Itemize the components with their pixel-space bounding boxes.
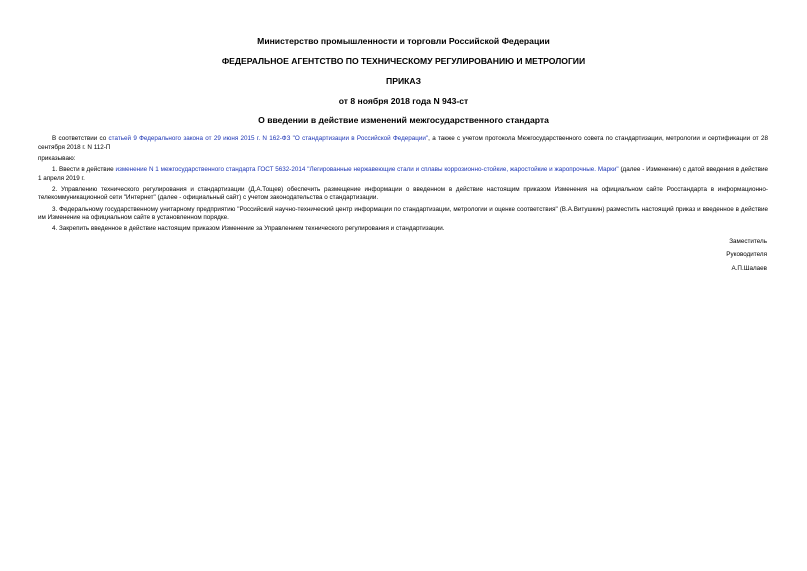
agency-title: ФЕДЕРАЛЬНОЕ АГЕНТСТВО ПО ТЕХНИЧЕСКОМУ РЕГУЛИРОВАНИЮ И МЕТРОЛОГИИ xyxy=(221,56,586,66)
standard-amendment-link[interactable]: изменение N 1 межгосударственного стандарта ГОСТ 5632-2014 "Легированные нержавеющие стали и сплавы коррозионно-стойкие, жаростойкие и жаропрочные. Марки" xyxy=(115,165,619,173)
signature-block xyxy=(726,238,767,278)
signature-position-line-1: Заместитель xyxy=(729,238,767,245)
intro-paragraph xyxy=(38,135,768,152)
item-2: 2. Управлению технического регулирования и стандартизации (Д.А.Тощев) обеспечить размещение информации о введенном в действие настоящим приказом Изменения на официальном сайте Росстандарта в информационно-телекоммуникационной сети "Интернет" (далее - официальный сайт) с учетом законодательства о стандартизации. xyxy=(38,185,768,202)
intro-text-before: В соответствии со xyxy=(52,135,109,142)
item-3: 3. Федеральному государственному унитарному предприятию "Российский научно-технический центр информации по стандартизации, метрологии и оценке соответствия" (В.А.Витушкин) разместить настоящий приказ и введенное в действие им Изменение на официальном сайте в установленном порядке. xyxy=(38,205,768,222)
item-1-text-after: (далее - Изменение) с датой введения в действие 1 апреля 2019 г. xyxy=(38,165,768,182)
order-subject: О введении в действие изменений межгосударственного стандарта xyxy=(258,115,549,125)
signature-position-line-2: Руководителя xyxy=(726,251,767,259)
ministry-title: Министерство промышленности и торговли Российской Федерации xyxy=(257,36,550,46)
order-word: приказываю: xyxy=(38,154,76,162)
order-date-number: от 8 ноября 2018 года N 943-ст xyxy=(338,96,469,106)
item-1 xyxy=(38,166,768,183)
document-body xyxy=(38,135,768,237)
order-type-title: ПРИКАЗ xyxy=(386,76,421,86)
signature-name: А.П.Шалаев xyxy=(731,264,767,272)
item-4: 4. Закрепить введенное в действие настоящим приказом Изменение за Управлением технического регулирования и стандартизации. xyxy=(52,225,445,233)
intro-text-after: , а также с учетом протокола Межгосударственного совета по стандартизации, метрологии и сертификации от 28 сентября 2018 г. N 112-П xyxy=(38,135,768,151)
item-1-text-before: 1. Ввести в действие xyxy=(52,165,116,173)
law-link[interactable]: статьей 9 Федерального закона от 29 июня 2015 г. N 162-ФЗ "О стандартизации в Российской Федерации" xyxy=(108,135,429,142)
